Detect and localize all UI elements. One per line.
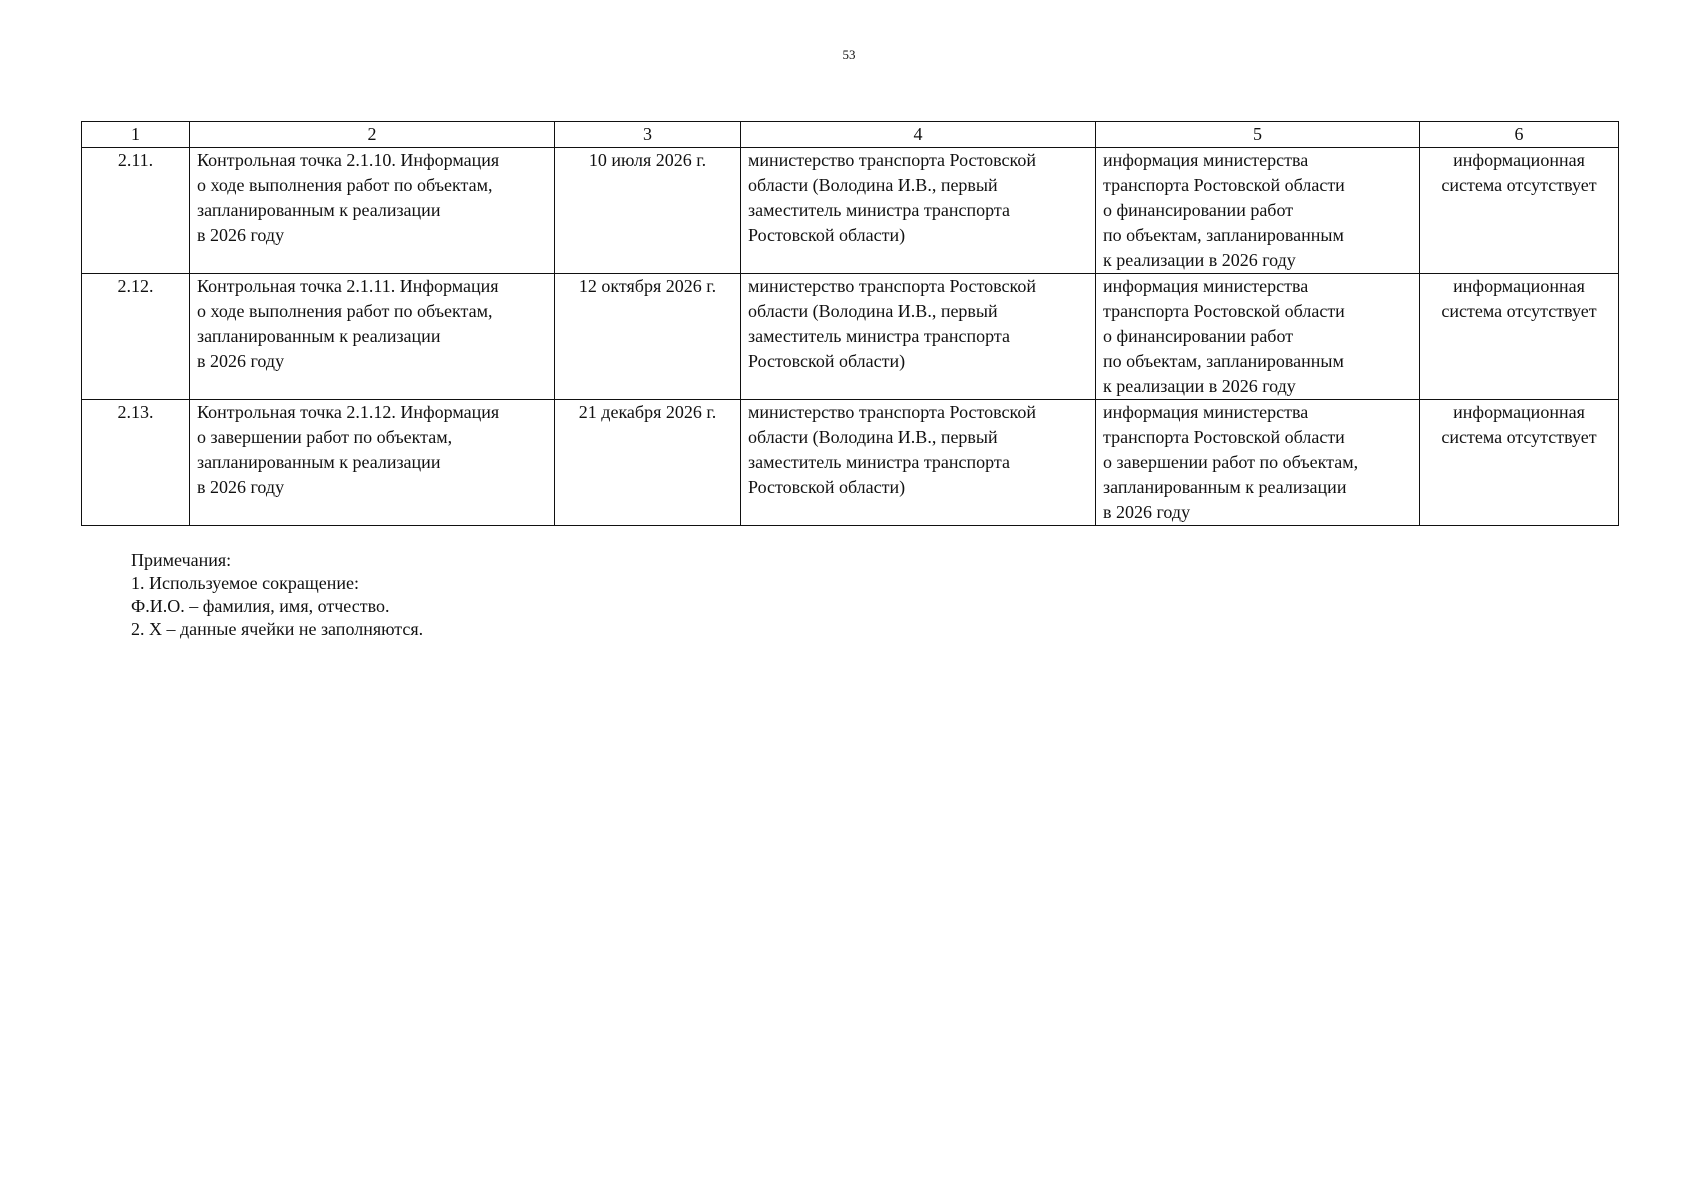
checkpoint-cell: Контрольная точка 2.1.10. Информация о ходе выполнения работ по объектам, запланированным к реализации в 2026 году [190,148,555,274]
date-cell: 21 декабря 2026 г. [555,400,741,526]
table-row [82,400,1619,526]
info-system-cell: информационная система отсутствует [1420,400,1619,526]
date-cell: 10 июля 2026 г. [555,148,741,274]
responsible-cell: министерство транспорта Ростовской области (Володина И.В., первый заместитель министра транспорта Ростовской области) [741,274,1096,400]
note-line: 1. Используемое сокращение: [131,573,359,593]
responsible-cell: министерство транспорта Ростовской области (Володина И.В., первый заместитель министра транспорта Ростовской области) [741,400,1096,526]
table-row [82,274,1619,400]
document-cell: информация министерства транспорта Ростовской области о финансировании работ по объектам, запланированным к реализации в 2026 году [1096,274,1420,400]
table-row [82,148,1619,274]
column-header: 2 [190,122,555,148]
table-header-row [82,122,1619,148]
column-header: 4 [741,122,1096,148]
row-number: 2.12. [82,274,190,400]
info-system-cell: информационная система отсутствует [1420,274,1619,400]
notes-title: Примечания: [131,550,232,570]
page-number: 53 [842,47,856,62]
column-header: 5 [1096,122,1420,148]
column-header: 6 [1420,122,1619,148]
responsible-cell: министерство транспорта Ростовской области (Володина И.В., первый заместитель министра транспорта Ростовской области) [741,148,1096,274]
row-number: 2.13. [82,400,190,526]
document-cell: информация министерства транспорта Ростовской области о финансировании работ по объектам, запланированным к реализации в 2026 году [1096,148,1420,274]
row-number: 2.11. [82,148,190,274]
checkpoint-cell: Контрольная точка 2.1.11. Информация о ходе выполнения работ по объектам, запланированным к реализации в 2026 году [190,274,555,400]
notes-block [131,549,423,641]
column-header: 1 [82,122,190,148]
date-cell: 12 октября 2026 г. [555,274,741,400]
document-cell: информация министерства транспорта Ростовской области о завершении работ по объектам, запланированным к реализации в 2026 году [1096,400,1420,526]
plan-table [81,121,1619,526]
column-header: 3 [555,122,741,148]
checkpoint-cell: Контрольная точка 2.1.12. Информация о завершении работ по объектам, запланированным к реализации в 2026 году [190,400,555,526]
note-line: 2. X – данные ячейки не заполняются. [131,619,424,639]
note-line: Ф.И.О. – фамилия, имя, отчество. [131,596,390,616]
info-system-cell: информационная система отсутствует [1420,148,1619,274]
